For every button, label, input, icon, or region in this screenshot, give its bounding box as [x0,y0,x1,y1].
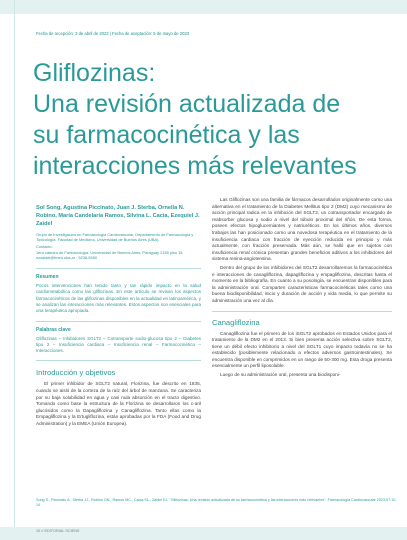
left-margin-rule [14,0,15,540]
authors: Sol Song, Agustina Piccinato, Juan J. Sterba, Ornella N. Robino, María Candelaria Ramos, Silvina L. Cacia, Ezequiel J. Zaidel [36,205,200,227]
divider [36,321,201,322]
contact-label: Contacto: [36,244,53,250]
affiliation: Grupo de Investigación en Farmacología Cardiovascular, Departamento de Farmacología y Toxicología, Facultad de Medicina, Universidad de Buenos Aires (UBA). [36,232,194,243]
intro-heading: Introducción y objetivos [36,368,116,378]
title-line-1: Gliflozinas: [33,59,156,87]
keywords-text: Gliflozinas – Inhibidores SGLT2 – Cotransporte sodio-glucosa tipo 2 – Diabetes tipo 2 – Insuficiencia cardiaca – Insuficiencia renal – Farmacocinética – Interacciones. [36,335,201,354]
left-column [36,204,201,430]
divider [36,360,201,361]
divider [36,268,201,269]
right-column [212,197,392,381]
page-footer: 10 // EDITORIAL SCIENS [36,529,80,533]
contact-info: 1era cátedra de Farmacología, Universidad de Buenos Aires, Paraguay 2155 piso 15. ezzaidel@fmed.uba.ar · 5238-5950 [36,249,184,260]
canagliflozina-heading: Canagliflozina [212,317,260,327]
abstract-heading: Resumen [36,274,59,281]
right-paragraph-1: Las Gliflozinas son una familia de fármacos desarrollados originalmente como una alternativa en el tratamiento de la Diabetes Mellitus tipo 2 (DM2) cuyo mecanismo de acción principal radica en la inhibición del SGLT2, un cotransportador encargado de reabsorber glucosa y sodio a nivel del túbulo proximal del riñón. De esta forma, poseen efectos hipoglucemiantes y natriuréticos. En los últimos años, diversos trabajos las han posicionado como una novedosa terapéutica en el tratamiento de la insuficiencia cardiaca con fracción de eyección reducida en principio y más actualmente, con fracción preservada. Más aún, se halló que en sujetos con insuficiencia renal crónica presentan grandes beneficios aditivos a los inhibidores del sistema renina-angiotensina. [212,197,392,262]
abstract-text: Pocos intervenciones han tenido tanto y tan rápido impacto en la salud cardiometabólica como las gliflozinas. En este artículo se revisan los aspectos farmacocinéticos de las gliflozinas disponibles en la actualidad en latinoamérica, y se analizan las interacciones más relevantes. Estos aspectos son esenciales para una terapéutica apropiada. [36,283,201,314]
reception-dates: Fecha de recepción: 3 de abril de 2023 | Fecha de aceptación: 5 de mayo de 2023 [36,31,190,36]
title-line-4: interacciones más relevantes [33,152,357,180]
intro-paragraph: El primer inhibidor de SGLT2 natural, Florizina, fue descrito en 1835, cuando se aisló de la corteza de la raíz del árbol de manzana. Se caracteriza por su baja solubilidad en agua y casi nula absorción en el tracto digestivo. Tomando como base la estructura de la Florizina se desarrollaron los c-aril glucósidos como la Dapagliflozina y Canagliflozina. Tanto ellas como la Empagliflozina y la Ertugliflozina, están aprobadas por la FDA (Food and Drug Administration) y la EMEA (Unión Europea). [36,381,201,426]
article-title [33,58,393,182]
citation: Song S., Piccinato A., Sterba JJ., Robino ON., Ramos MC., Cacia SL., Zaidel EJ. "Gliflozinas: Una revisión actualizada de su farmacocinética y las interacciones más relevantes". Farmacología Cardiovascular 2023;57:10-14. [36,498,397,507]
divider [212,311,392,312]
title-line-2: Una revisión actualizada de [33,90,341,118]
right-paragraph-4: Luego de su administración oral, presenta una biodisponi- [220,372,341,378]
title-line-3: su farmacocinética y las [33,121,300,149]
right-paragraph-2: Dentro del grupo de los inhibidores del SGLT2 desarrollaremos la farmacocinética e interacciones de canagliflozina, dapagliflozina y empagliflozina, descritas hasta el momento en la bibliografía. En cuanto a su posología, se encuentran disponibles para la administración oral. Comparten características farmacocinéticas tales como una buena biodisponibilidad, inicio y duración de acción y vida media, lo que permite su administración una vez al día. [212,264,392,303]
right-paragraph-3: Canagliflozina fue el primero de los iSGLT2 aprobados en Estados Unidos para el tratamiento de la DM2 en el 2013. Si bien presenta acción selectiva sobre SGLT2, tiene un débil efecto inhibitorio a nivel del SGLT1 cuyo impacto todavía no se ha establecido (posiblemente relacionado a efectos adversos gastrointestinales). Se encuentra disponible en comprimidos en un rango de 50-300 mg. Esta droga presenta esencialmente un perfil liposoluble. [212,330,392,369]
top-band [0,0,407,14]
keywords-heading: Palabras clave [36,326,71,333]
